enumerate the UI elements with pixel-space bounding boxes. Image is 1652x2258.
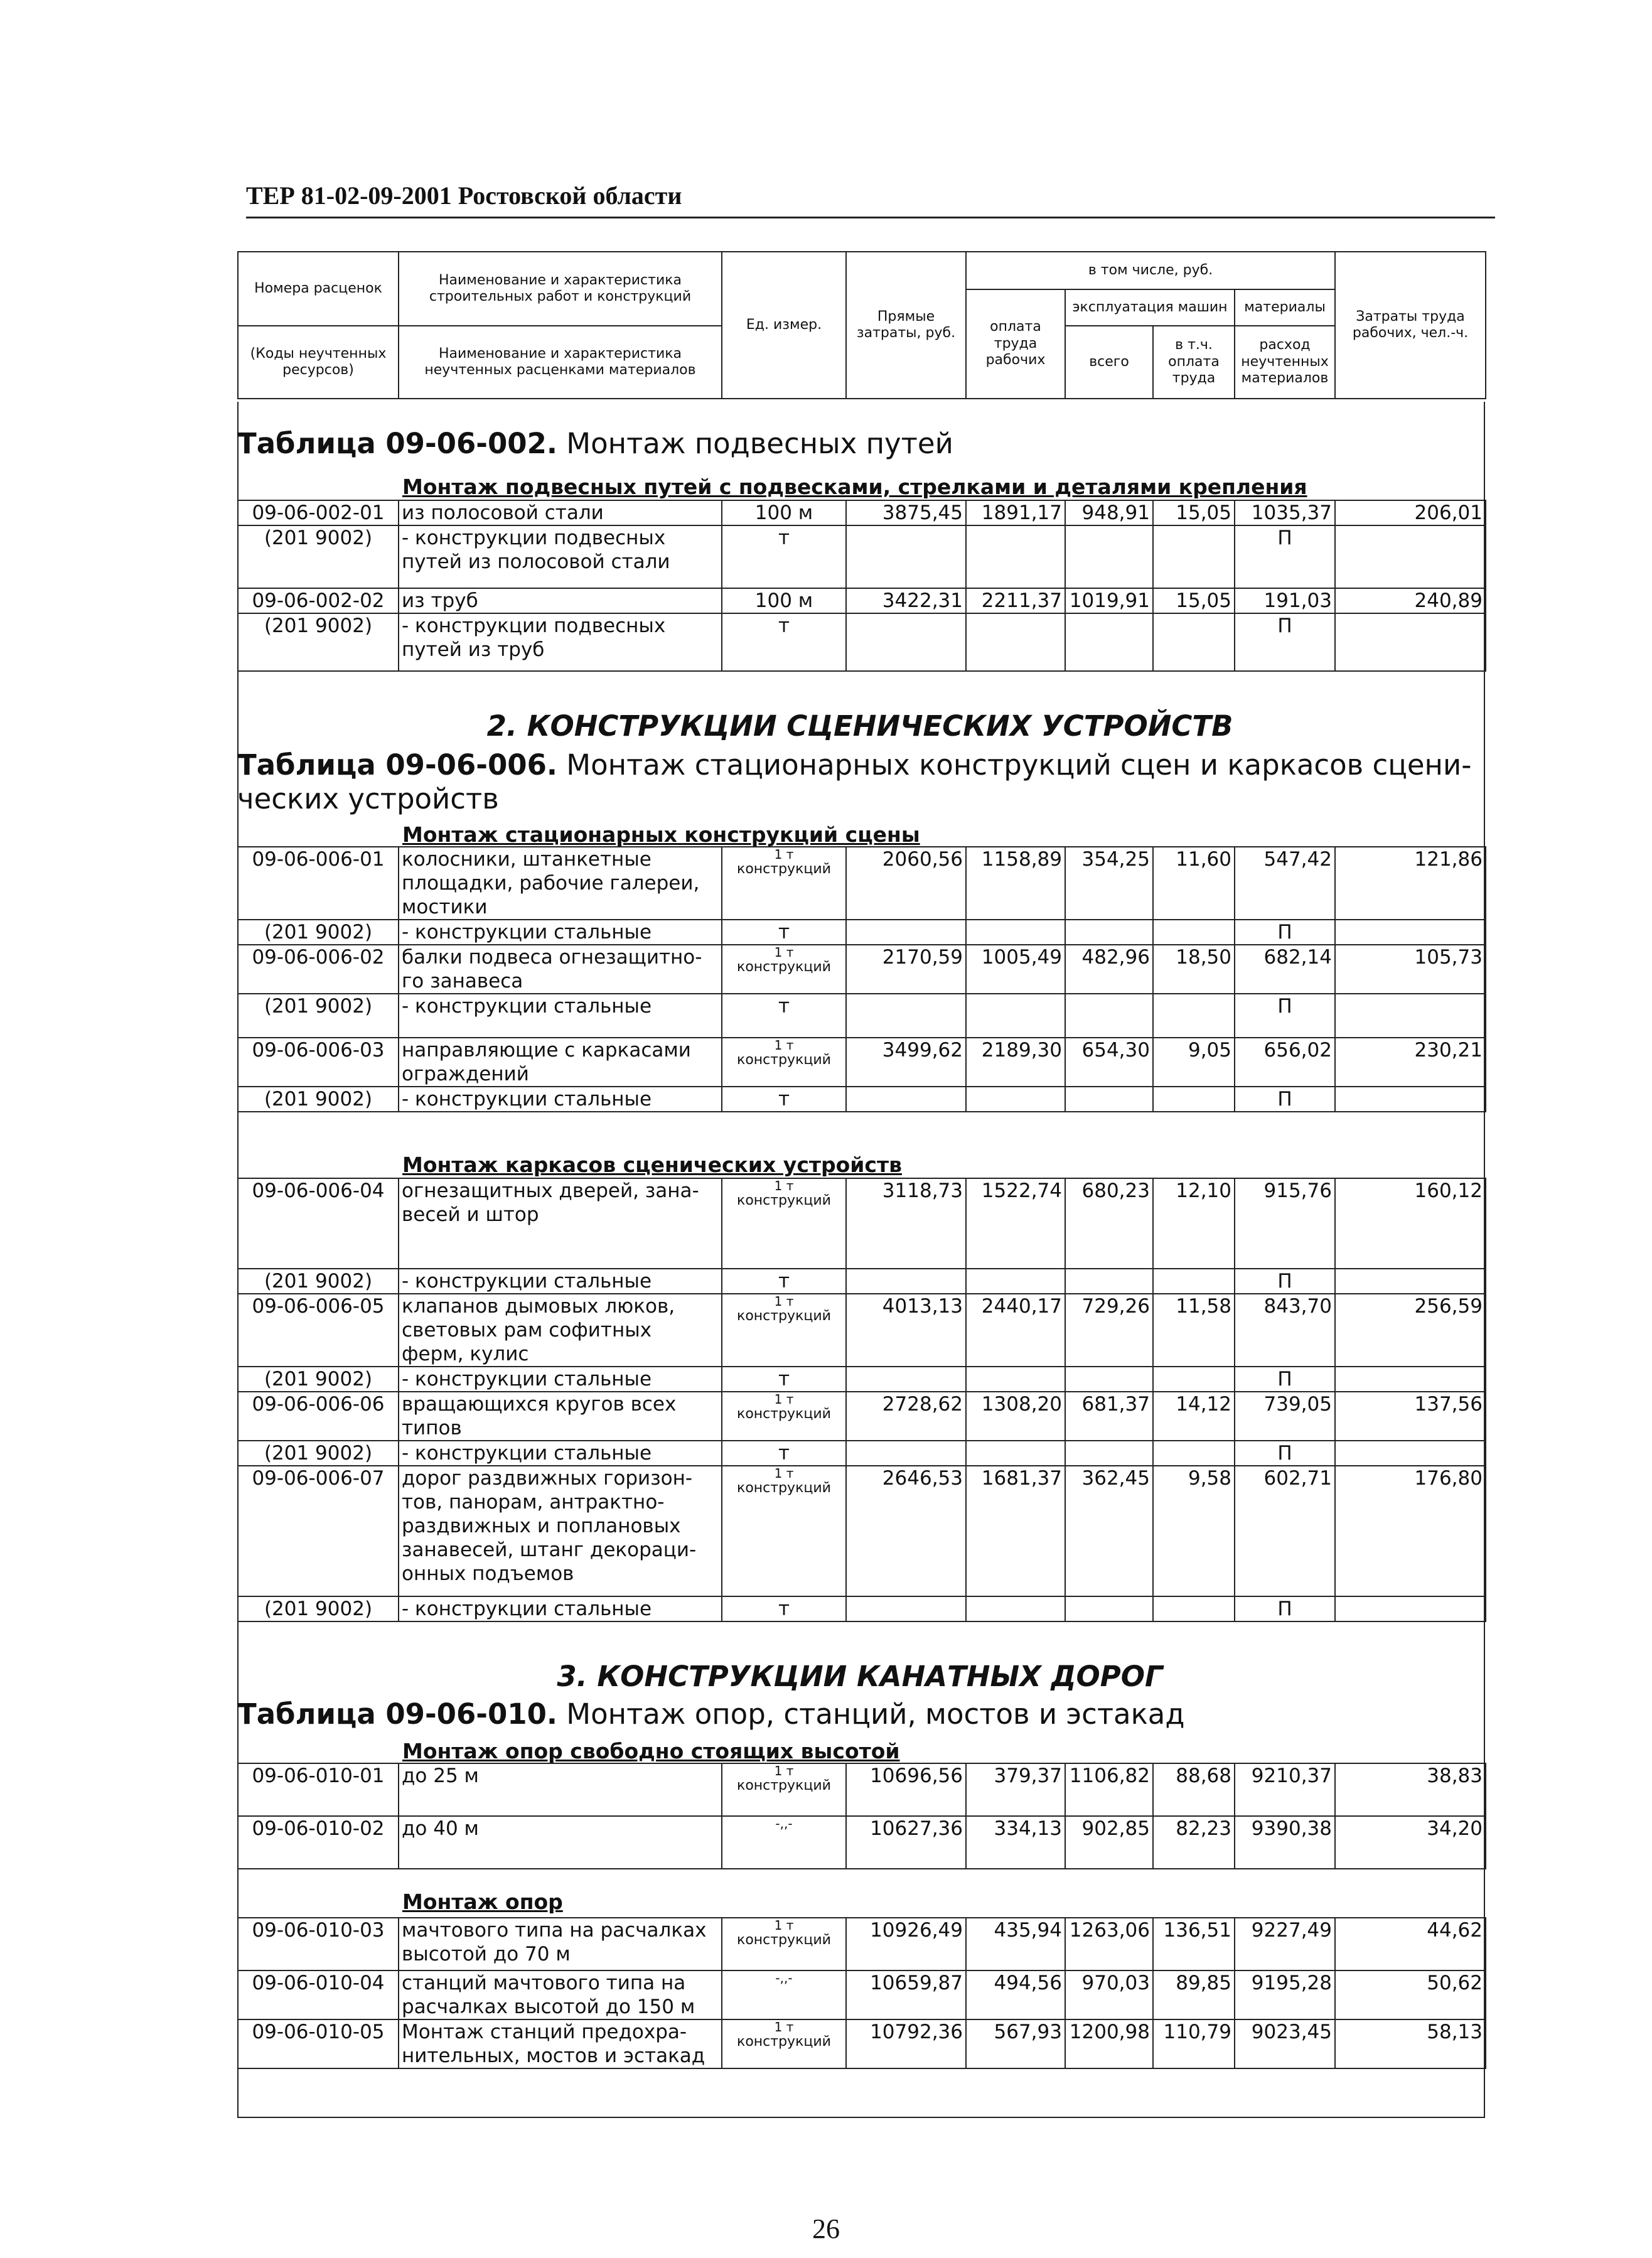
cell-code: 09-06-010-05 [238,2019,399,2068]
unit-cell [722,1294,846,1367]
cell-resource-name: - конструкции стальные [399,1367,722,1392]
unit-label: 1 т [774,1763,794,1778]
cell-empty [846,613,966,671]
cell-wage: 1681,37 [966,1466,1065,1596]
header-unit: Ед. измер. [722,252,846,399]
unit-label: 1 т [774,1294,794,1309]
cell-empty [966,1596,1065,1621]
table-title-09-06-010: Таблица 09-06-010. Монтаж опор, станций, мостов и эстакад [237,1697,1185,1731]
unit-cell [722,1763,846,1816]
subsection-title: Монтаж стационарных конструкций сцены [402,822,920,847]
cell-code: 09-06-006-06 [238,1392,399,1441]
cell-mtotal: 1106,82 [1065,1763,1153,1816]
cell-empty [966,994,1065,1038]
cell-name: балки подвеса огнезащитно-го занавеса [399,945,722,994]
cell-resource-code: (201 9002) [238,525,399,588]
cell-resource-unit: т [722,1269,846,1294]
cell-mtotal: 729,26 [1065,1294,1153,1367]
unit-label: 1 т [774,1178,794,1193]
cell-name: огнезащитных дверей, зана-весей и штор [399,1178,722,1269]
cell-mat: 1035,37 [1235,500,1335,525]
cell-resource-mat: П [1235,1087,1335,1112]
price-table-09-06-010-a [237,1763,1486,1869]
section-heading-3: 3. КОНСТРУКЦИИ КАНАТНЫХ ДОРОГ [557,1660,1163,1693]
cell-resource-mat: П [1235,920,1335,945]
cell-empty [846,1441,966,1466]
cell-mtotal: 902,85 [1065,1816,1153,1869]
unit-label: 1 т [774,1392,794,1407]
cell-resource-code: (201 9002) [238,1269,399,1294]
unit-label: конструкций [737,1308,831,1324]
cell-unit: 100 м [722,588,846,613]
cell-resource-unit: т [722,1367,846,1392]
cell-empty [966,920,1065,945]
cell-direct: 3422,31 [846,588,966,613]
cell-empty [1065,1269,1153,1294]
table-title-09-06-002: Таблица 09-06-002. Монтаж подвесных путей [237,427,953,460]
unit-cell [722,1466,846,1596]
cell-resource-name: - конструкции стальные [399,1596,722,1621]
cell-empty [1065,1596,1153,1621]
subsection-title: Монтаж опор [402,1890,563,1914]
subsection-title: Монтаж опор свободно стоящих высотой [402,1739,900,1763]
cell-empty [1335,1596,1486,1621]
cell-resource-code: (201 9002) [238,613,399,671]
cell-wage: 1005,49 [966,945,1065,994]
cell-resource-mat: П [1235,1596,1335,1621]
resource-row [238,994,1486,1038]
unit-cell [722,1970,846,2019]
resource-row [238,613,1486,671]
cell-name: до 40 м [399,1816,722,1869]
subsection-title: Монтаж каркасов сценических устройств [402,1153,902,1177]
header-labor: Затраты труда рабочих, чел.-ч. [1335,252,1486,399]
cell-code: 09-06-010-04 [238,1970,399,2019]
cell-direct: 3499,62 [846,1038,966,1087]
header-incl: в том числе, руб. [966,252,1335,289]
cell-empty [1153,920,1235,945]
cell-resource-name: - конструкции стальные [399,1087,722,1112]
cell-mat: 9023,45 [1235,2019,1335,2068]
resource-row [238,1441,1486,1466]
cell-empty [966,1441,1065,1466]
cell-mtotal: 482,96 [1065,945,1153,994]
resource-row [238,1596,1486,1621]
table-row [238,1038,1486,1087]
cell-resource-unit: т [722,525,846,588]
table-row [238,1178,1486,1269]
cell-mwage: 15,05 [1153,500,1235,525]
cell-empty [966,1087,1065,1112]
unit-label: конструкций [737,1778,831,1793]
table-row [238,945,1486,994]
resource-row [238,1367,1486,1392]
resource-row [238,1087,1486,1112]
cell-empty [1335,1441,1486,1466]
cell-labor: 240,89 [1335,588,1486,613]
cell-mat: 843,70 [1235,1294,1335,1367]
table-row [238,1918,1486,1970]
cell-resource-unit: т [722,994,846,1038]
cell-resource-mat: П [1235,525,1335,588]
cell-empty [1335,1269,1486,1294]
cell-direct: 3875,45 [846,500,966,525]
cell-mwage: 88,68 [1153,1763,1235,1816]
cell-empty [846,920,966,945]
cell-mwage: 89,85 [1153,1970,1235,2019]
cell-resource-name: - конструкции стальные [399,1269,722,1294]
cell-resource-name: - конструкции подвесных путей из труб [399,613,722,671]
cell-code: 09-06-006-02 [238,945,399,994]
unit-label: конструкций [737,861,831,877]
cell-mtotal: 681,37 [1065,1392,1153,1441]
cell-wage: 1158,89 [966,847,1065,920]
cell-name: дорог раздвижных горизон-тов, панорам, антрактно-раздвижных и поплановых занавесей, штанг декораци-онных подъемов [399,1466,722,1596]
cell-resource-unit: т [722,1087,846,1112]
resource-row [238,525,1486,588]
cell-empty [1153,1269,1235,1294]
cell-mat: 9227,49 [1235,1918,1335,1970]
cell-name: до 25 м [399,1763,722,1816]
cell-direct: 10696,56 [846,1763,966,1816]
cell-wage: 567,93 [966,2019,1065,2068]
cell-mtotal: 948,91 [1065,500,1153,525]
header-material-name: Наименование и характеристика неучтенных расценками материалов [399,326,722,399]
cell-empty [1153,1087,1235,1112]
page-number: 26 [812,2213,840,2244]
cell-resource-code: (201 9002) [238,920,399,945]
cell-resource-code: (201 9002) [238,1596,399,1621]
cell-code: 09-06-010-02 [238,1816,399,1869]
unit-cell [722,1918,846,1970]
cell-resource-mat: П [1235,994,1335,1038]
cell-labor: 137,56 [1335,1392,1486,1441]
cell-labor: 58,13 [1335,2019,1486,2068]
cell-resource-name: - конструкции стальные [399,920,722,945]
cell-mat: 191,03 [1235,588,1335,613]
cell-mtotal: 654,30 [1065,1038,1153,1087]
unit-cell [722,2019,846,2068]
unit-label: конструкций [737,1480,831,1496]
cell-empty [1065,994,1153,1038]
cell-name: из труб [399,588,722,613]
cell-direct: 2646,53 [846,1466,966,1596]
cell-mwage: 11,58 [1153,1294,1235,1367]
cell-mwage: 11,60 [1153,847,1235,920]
cell-mwage: 12,10 [1153,1178,1235,1269]
cell-labor: 121,86 [1335,847,1486,920]
table-row [238,1466,1486,1596]
cell-empty [1065,1087,1153,1112]
cell-mwage: 9,58 [1153,1466,1235,1596]
unit-label: конструкций [737,959,831,975]
unit-label: -,,- [775,1816,793,1831]
cell-empty [1335,920,1486,945]
header-materials: материалы [1235,289,1335,326]
cell-empty [846,1367,966,1392]
cell-resource-mat: П [1235,1367,1335,1392]
table-row [238,1970,1486,2019]
cell-resource-name: - конструкции стальные [399,1441,722,1466]
table-row [238,588,1486,613]
unit-cell [722,1178,846,1269]
cell-empty [846,1269,966,1294]
header-resource-codes: (Коды неучтенных ресурсов) [238,326,399,399]
cell-name: Монтаж станций предохра-нительных, мостов и эстакад [399,2019,722,2068]
cell-empty [966,613,1065,671]
table-row [238,1763,1486,1816]
cell-labor: 160,12 [1335,1178,1486,1269]
running-header: ТЕР 81-02-09-2001 Ростовской области [246,181,682,210]
cell-empty [966,1367,1065,1392]
header-machines-wage: в т.ч. оплата труда [1153,326,1235,399]
cell-resource-unit: т [722,613,846,671]
cell-mwage: 110,79 [1153,2019,1235,2068]
cell-code: 09-06-010-01 [238,1763,399,1816]
cell-empty [966,1269,1065,1294]
cell-mwage: 18,50 [1153,945,1235,994]
cell-resource-unit: т [722,920,846,945]
unit-cell [722,1038,846,1087]
unit-label: конструкций [737,1932,831,1948]
cell-wage: 2440,17 [966,1294,1065,1367]
cell-empty [1065,1367,1153,1392]
cell-mwage: 82,23 [1153,1816,1235,1869]
cell-name: клапанов дымовых люков, световых рам софитных ферм, кулис [399,1294,722,1367]
header-codes: Номера расценок [238,252,399,326]
cell-empty [1153,1367,1235,1392]
header-rule [246,217,1495,218]
resource-row [238,920,1486,945]
cell-empty [1335,1087,1486,1112]
cell-empty [1335,613,1486,671]
column-header-table [237,251,1486,399]
cell-wage: 1891,17 [966,500,1065,525]
cell-wage: 1308,20 [966,1392,1065,1441]
cell-mwage: 15,05 [1153,588,1235,613]
cell-labor: 176,80 [1335,1466,1486,1596]
cell-resource-code: (201 9002) [238,1367,399,1392]
cell-wage: 379,37 [966,1763,1065,1816]
cell-labor: 105,73 [1335,945,1486,994]
cell-resource-unit: т [722,1441,846,1466]
cell-empty [1153,525,1235,588]
cell-direct: 4013,13 [846,1294,966,1367]
cell-code: 09-06-006-05 [238,1294,399,1367]
unit-label: конструкций [737,1406,831,1422]
cell-code: 09-06-002-01 [238,500,399,525]
unit-cell [722,847,846,920]
header-unaccounted: расход неучтенных материалов [1235,326,1335,399]
cell-mat: 9390,38 [1235,1816,1335,1869]
cell-mtotal: 354,25 [1065,847,1153,920]
cell-empty [1065,920,1153,945]
cell-wage: 1522,74 [966,1178,1065,1269]
cell-mtotal: 1200,98 [1065,2019,1153,2068]
unit-cell [722,945,846,994]
cell-resource-code: (201 9002) [238,1441,399,1466]
table-row [238,1392,1486,1441]
cell-code: 09-06-006-01 [238,847,399,920]
cell-resource-code: (201 9002) [238,994,399,1038]
cell-mat: 602,71 [1235,1466,1335,1596]
cell-code: 09-06-002-02 [238,588,399,613]
header-work-name: Наименование и характеристика строительных работ и конструкций [399,252,722,326]
cell-empty [1335,525,1486,588]
unit-cell [722,1392,846,1441]
cell-wage: 2189,30 [966,1038,1065,1087]
cell-direct: 3118,73 [846,1178,966,1269]
price-table-09-06-002 [237,500,1486,672]
table-row [238,2019,1486,2068]
cell-labor: 256,59 [1335,1294,1486,1367]
cell-empty [1065,525,1153,588]
cell-labor: 50,62 [1335,1970,1486,2019]
cell-empty [1065,613,1153,671]
cell-mtotal: 1263,06 [1065,1918,1153,1970]
cell-empty [1153,994,1235,1038]
cell-name: направляющие с каркасами ограждений [399,1038,722,1087]
cell-direct: 2060,56 [846,847,966,920]
cell-mtotal: 1019,91 [1065,588,1153,613]
cell-empty [1153,1596,1235,1621]
table-row [238,1294,1486,1367]
table-row [238,1816,1486,1869]
cell-direct: 10926,49 [846,1918,966,1970]
table-row [238,500,1486,525]
cell-resource-mat: П [1235,1441,1335,1466]
cell-mat: 656,02 [1235,1038,1335,1087]
price-table-09-06-006-a [237,846,1486,1112]
resource-row [238,1269,1486,1294]
cell-mat: 9210,37 [1235,1763,1335,1816]
cell-name: станций мачтового типа на расчалках высотой до 150 м [399,1970,722,2019]
unit-label: 1 т [774,1466,794,1481]
unit-label: конструкций [737,1193,831,1208]
cell-empty [846,525,966,588]
unit-label: конструкций [737,1052,831,1068]
unit-cell [722,1816,846,1869]
cell-unit: 100 м [722,500,846,525]
cell-empty [1153,613,1235,671]
cell-resource-code: (201 9002) [238,1087,399,1112]
cell-direct: 2728,62 [846,1392,966,1441]
cell-mwage: 14,12 [1153,1392,1235,1441]
cell-mwage: 136,51 [1153,1918,1235,1970]
header-direct-costs: Прямые затраты, руб. [846,252,966,399]
header-machines-total: всего [1065,326,1153,399]
cell-code: 09-06-006-03 [238,1038,399,1087]
cell-wage: 435,94 [966,1918,1065,1970]
cell-direct: 2170,59 [846,945,966,994]
cell-labor: 206,01 [1335,500,1486,525]
cell-labor: 44,62 [1335,1918,1486,1970]
cell-mtotal: 680,23 [1065,1178,1153,1269]
cell-name: мачтового типа на расчалках высотой до 70 м [399,1918,722,1970]
cell-resource-name: - конструкции подвесных путей из полосовой стали [399,525,722,588]
cell-mat: 547,42 [1235,847,1335,920]
unit-label: конструкций [737,2034,831,2050]
cell-mat: 9195,28 [1235,1970,1335,2019]
cell-mat: 915,76 [1235,1178,1335,1269]
cell-labor: 38,83 [1335,1763,1486,1816]
cell-empty [846,994,966,1038]
cell-empty [1335,1367,1486,1392]
cell-labor: 34,20 [1335,1816,1486,1869]
cell-direct: 10659,87 [846,1970,966,2019]
cell-resource-unit: т [722,1596,846,1621]
cell-empty [1335,994,1486,1038]
cell-direct: 10627,36 [846,1816,966,1869]
section-heading-2: 2. КОНСТРУКЦИИ СЦЕНИЧЕСКИХ УСТРОЙСТВ [486,709,1233,743]
cell-code: 09-06-006-04 [238,1178,399,1269]
cell-wage: 334,13 [966,1816,1065,1869]
cell-mtotal: 362,45 [1065,1466,1153,1596]
unit-label: 1 т [774,1918,794,1933]
cell-empty [846,1596,966,1621]
cell-empty [966,525,1065,588]
unit-label: -,,- [775,1970,793,1986]
unit-label: 1 т [774,1038,794,1053]
unit-label: 1 т [774,847,794,862]
subsection-title: Монтаж подвесных путей с подвесками, стрелками и деталями крепления [402,475,1307,499]
cell-resource-mat: П [1235,1269,1335,1294]
cell-wage: 494,56 [966,1970,1065,2019]
table-title-09-06-006: Таблица 09-06-006. Монтаж стационарных конструкций сцен и каркасов сцени- ческих устройств [237,748,1472,815]
cell-resource-mat: П [1235,613,1335,671]
cell-empty [1153,1441,1235,1466]
cell-resource-name: - конструкции стальные [399,994,722,1038]
cell-mat: 682,14 [1235,945,1335,994]
cell-code: 09-06-010-03 [238,1918,399,1970]
cell-empty [1065,1441,1153,1466]
header-wage: оплата труда рабочих [966,289,1065,399]
cell-name: колосники, штанкетные площадки, рабочие галереи, мостики [399,847,722,920]
cell-mat: 739,05 [1235,1392,1335,1441]
price-table-09-06-006-b [237,1178,1486,1622]
cell-empty [846,1087,966,1112]
unit-label: 1 т [774,945,794,960]
cell-direct: 10792,36 [846,2019,966,2068]
price-table-09-06-010-b [237,1917,1486,2069]
table-row [238,847,1486,920]
cell-labor: 230,21 [1335,1038,1486,1087]
cell-name: из полосовой стали [399,500,722,525]
cell-wage: 2211,37 [966,588,1065,613]
cell-code: 09-06-006-07 [238,1466,399,1596]
header-machines: эксплуатация машин [1065,289,1235,326]
cell-mwage: 9,05 [1153,1038,1235,1087]
cell-name: вращающихся кругов всех типов [399,1392,722,1441]
cell-mtotal: 970,03 [1065,1970,1153,2019]
unit-label: 1 т [774,2019,794,2035]
